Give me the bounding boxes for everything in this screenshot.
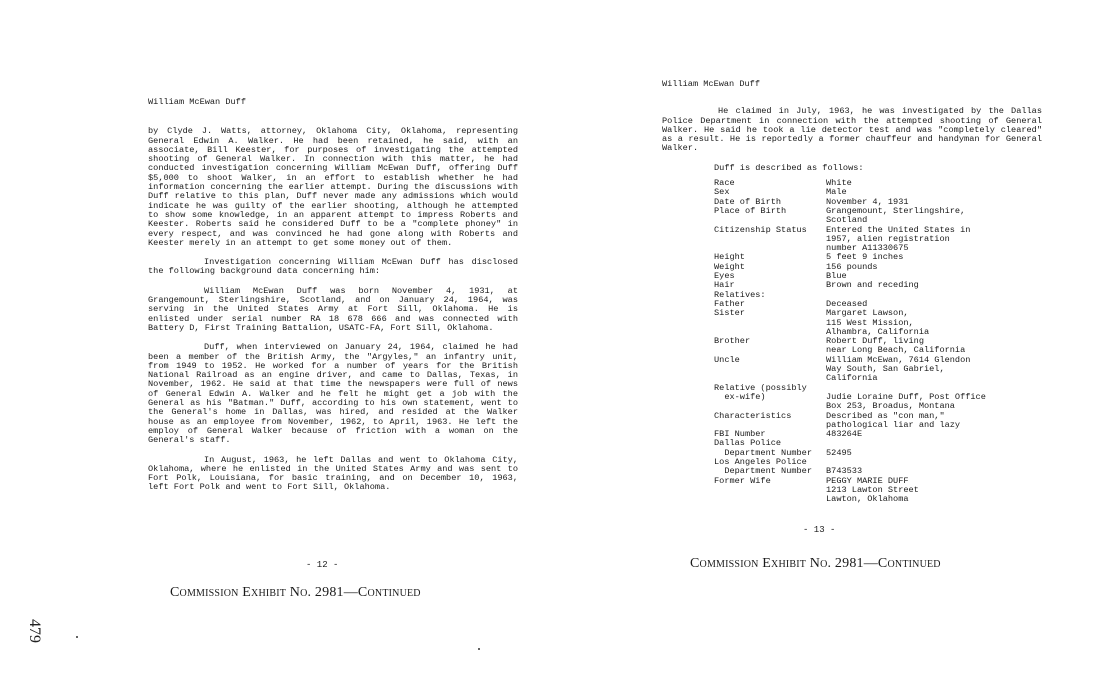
- attribute-label: Hair: [714, 280, 735, 291]
- attribute-label: Place of Birth: [714, 205, 787, 216]
- left-page-number: - 12 -: [306, 560, 339, 570]
- attribute-value: Deceased: [826, 298, 868, 309]
- description-table: [714, 179, 1026, 504]
- attribute-label: Relatives:: [714, 289, 766, 300]
- attribute-value: 52495: [826, 447, 852, 458]
- paragraph-july: He claimed in July, 1963, he was investigated by the Dallas Police Department in connection with the attempted shooting of General Walker. He said he took a lie detector test and was "completely cleared" as a result. He is reportedly a former chauffeur and handyman for General Walker.: [662, 106, 1042, 154]
- attribute-value: November 4, 1931: [826, 196, 909, 207]
- attribute-label: Height: [714, 252, 745, 263]
- attribute-row: [714, 337, 1026, 356]
- attribute-row: [714, 309, 1026, 337]
- attribute-value: Margaret Lawson, 115 West Mission, Alhambra, California: [826, 308, 930, 337]
- attribute-row: [714, 263, 1026, 272]
- described-intro: Duff is described as follows:: [714, 162, 864, 173]
- attribute-value: Grangemount, Sterlingshire, Scotland: [826, 205, 966, 226]
- attribute-value: Described as "con man," pathological liar and lazy: [826, 410, 961, 430]
- attribute-row: [714, 384, 1026, 412]
- attribute-label: Uncle: [714, 354, 740, 365]
- attribute-row: [714, 291, 1026, 300]
- attribute-value: B743533: [826, 466, 863, 477]
- attribute-value: Robert Duff, living near Long Beach, California: [826, 336, 966, 356]
- attribute-label: Sex: [714, 187, 730, 198]
- attribute-label: Brother: [714, 336, 751, 347]
- attribute-label: Relative (possibly ex-wife): [714, 382, 807, 402]
- attribute-label: Weight: [714, 261, 745, 272]
- attribute-value: 156 pounds: [826, 261, 878, 272]
- attribute-label: Race: [714, 178, 735, 189]
- attribute-label: Characteristics: [714, 410, 792, 421]
- margin-page-number: 479: [26, 619, 43, 643]
- attribute-value: Blue: [826, 271, 847, 282]
- attribute-label: Father: [714, 298, 745, 309]
- attribute-row: [714, 477, 1026, 505]
- paragraph-august: In August, 1963, he left Dallas and went to Oklahoma City, Oklahoma, where he enlisted in the United States Army and was sent to Fort Polk, Louisiana, for basic training, and on December 10, 1963, left Fort Polk and went to Fort Sill, Oklahoma.: [148, 454, 518, 493]
- speck: [478, 648, 480, 650]
- attribute-row: [714, 458, 1026, 477]
- attribute-row: [714, 226, 1026, 254]
- attribute-label: Date of Birth: [714, 196, 782, 207]
- attribute-label: Citizenship Status: [714, 224, 807, 235]
- attribute-label: Eyes: [714, 271, 735, 282]
- left-page: [148, 98, 518, 503]
- speck: [76, 636, 78, 638]
- attribute-row: [714, 412, 1026, 431]
- attribute-value: William McEwan, 7614 Glendon Way South, San Gabriel, California: [826, 354, 971, 384]
- paragraph-watts: by Clyde J. Watts, attorney, Oklahoma City, Oklahoma, representing General Edwin A. Walker. He had been retained, he said, with an associate, Bill Keester, for purposes of investigating the attempted shooting of General Walker. In connection with this matter, he had conducted investigation concerning William McEwan Duff, offering Duff $5,000 to shoot Walker, in an effort to establish whether he had information concerning the earlier attempt. During the discussions with Duff relative to this plan, Duff never made any admissions which would indicate he was guilty of the earlier shooting, although he attempted to show some knowledge, in an apparent attempt to impress Roberts and Keester. Roberts said he considered Duff to be a "complete phoney" in every respect, and was convinced he had gone along with Roberts and Keester merely in an attempt to get some money out of them.: [148, 126, 518, 248]
- attribute-value: 5 feet 9 inches: [826, 252, 904, 263]
- right-page-header: William McEwan Duff: [662, 79, 760, 89]
- paragraph-investigation: Investigation concerning William McEwan Duff has disclosed the following background data concerning him:: [148, 257, 518, 277]
- attribute-row: [714, 207, 1026, 226]
- attribute-value: PEGGY MARIE DUFF 1213 Lawton Street Lawton, Oklahoma: [826, 475, 919, 505]
- paragraph-birth: William McEwan Duff was born November 4, 1931, at Grangemount, Sterlingshire, Scotland, and on January 24, 1964, was serving in the United States Army at Fort Sill, Oklahoma. He is enlisted under serial number RA 18 678 666 and was connected with Battery D, First Training Battalion, USATC-FA, Fort Sill, Oklahoma.: [148, 285, 518, 333]
- attribute-value: Brown and receding: [826, 280, 919, 291]
- attribute-value: Male: [826, 187, 847, 198]
- attribute-label: Dallas Police Department Number: [714, 438, 812, 458]
- right-caption: Commission Exhibit No. 2981—Continued: [690, 556, 941, 571]
- attribute-label: Former Wife: [714, 475, 771, 486]
- paragraph-interview: Duff, when interviewed on January 24, 1964, claimed he had been a member of the British Army, the "Argyles," an infantry unit, from 1949 to 1952. He worked for a number of years for the British National Railroad as an engine driver, and came to Dallas, Texas, in November, 1962. He said at that time the newspapers were full of news of General Edwin A. Walker and he felt he might get a job with the General as his "Batman." Duff, according to his own statement, went to the General's home in Dallas, was hired, and resided at the Walker house as an employee from November, 1962, to April, 1963. He left the employ of General Walker because of friction with a woman on the General's staff.: [148, 342, 518, 446]
- left-caption: Commission Exhibit No. 2981—Continued: [170, 585, 421, 600]
- attribute-label: FBI Number: [714, 429, 766, 440]
- attribute-row: [714, 439, 1026, 458]
- left-page-header: William McEwan Duff: [148, 97, 246, 107]
- attribute-value: Entered the United States in 1957, alien registration number A11330675: [826, 224, 971, 254]
- attribute-value: Judie Loraine Duff, Post Office Box 253, Broadus, Montana: [826, 391, 986, 412]
- right-page: [662, 80, 1042, 504]
- attribute-value: 483264E: [826, 429, 863, 440]
- attribute-row: [714, 356, 1026, 384]
- attribute-value: White: [826, 178, 852, 189]
- right-page-number: - 13 -: [803, 525, 836, 535]
- attribute-row: [714, 179, 1026, 188]
- attribute-label: Sister: [714, 308, 745, 319]
- attribute-label: Los Angeles Police Department Number: [714, 456, 812, 477]
